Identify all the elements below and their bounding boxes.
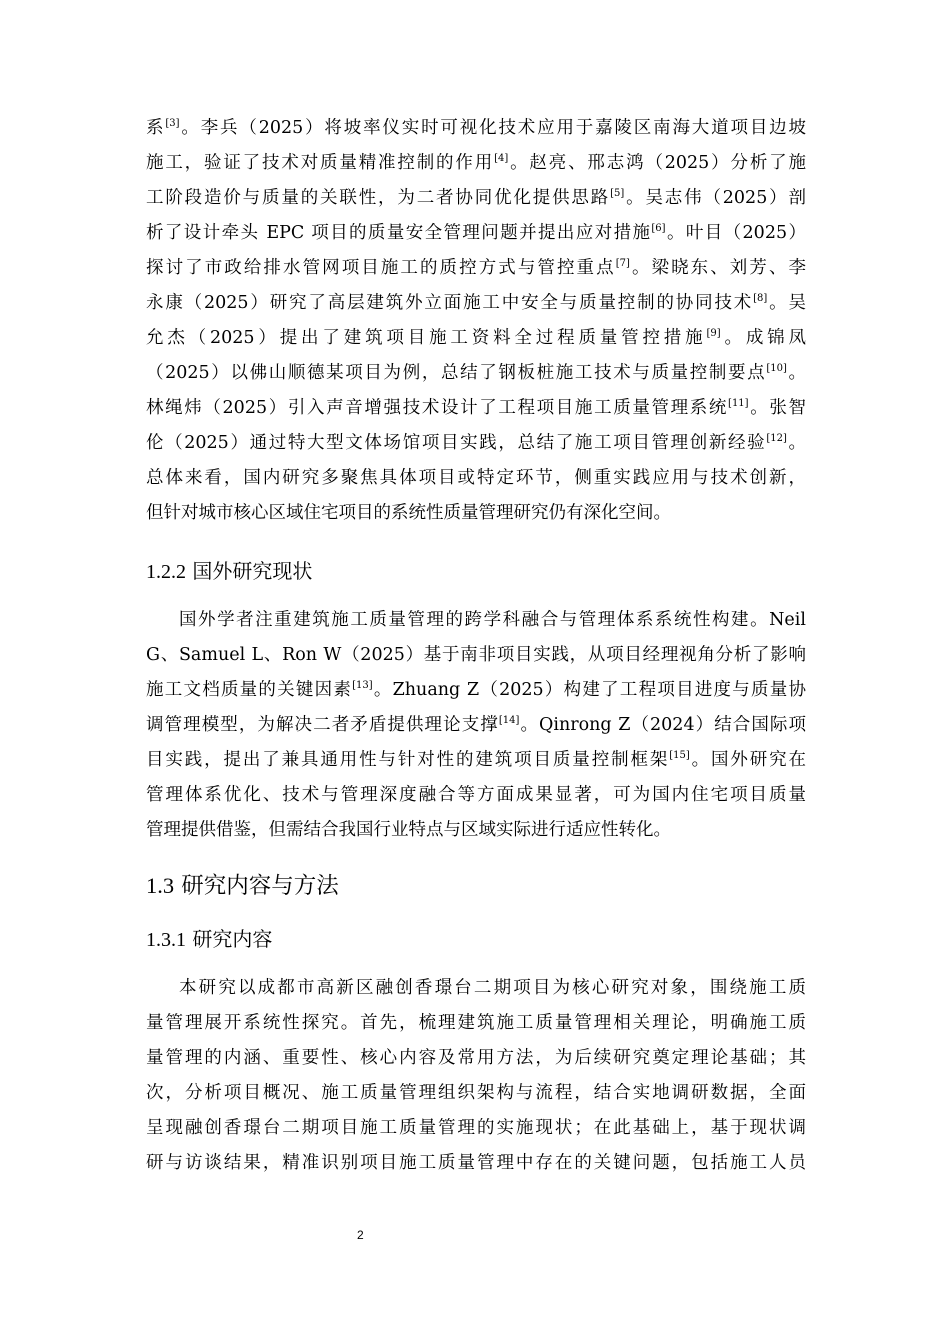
heading-number: 1.2.2 xyxy=(146,561,186,583)
text-line: 量管理的内涵、重要性、核心内容及常用方法，为后续研究奠定理论基础；其 xyxy=(146,1048,806,1068)
citation: [14] xyxy=(498,715,520,726)
text-line: 国外学者注重建筑施工质量管理的跨学科融合与管理体系系统性构建。Neil xyxy=(179,610,806,630)
citation: [12] xyxy=(766,433,787,444)
citation: [4] xyxy=(494,153,509,164)
text-line: 本研究以成都市高新区融创香璟台二期项目为核心研究对象，围绕施工质 xyxy=(179,978,806,998)
text-line: 目实践，提出了兼具通用性与针对性的建筑项目质量控制框架[15]。国外研究在 xyxy=(146,750,806,770)
section-heading-1-3-1 xyxy=(146,926,272,953)
text-line: 次，分析项目概况、施工质量管理组织架构与流程，结合实地调研数据，全面 xyxy=(146,1083,806,1103)
page-number: 2 xyxy=(357,1228,364,1242)
text-line: 系[3]。李兵（2025）将坡率仪实时可视化技术应用于嘉陵区南海大道项目边坡 xyxy=(146,118,806,138)
text-line: 施工，验证了技术对质量精准控制的作用[4]。赵亮、邢志鸿（2025）分析了施 xyxy=(146,153,806,173)
text-line: 管理提供借鉴，但需结合我国行业特点与区域实际进行适应性转化。 xyxy=(146,820,671,840)
citation: [3] xyxy=(165,118,180,129)
citation: [9] xyxy=(706,328,721,339)
citation: [8] xyxy=(753,293,768,304)
section-heading-1-2-2 xyxy=(146,558,312,585)
text-line: 林绳炜（2025）引入声音增强技术设计了工程项目施工质量管理系统[11]。张智 xyxy=(146,398,806,418)
citation: [7] xyxy=(615,258,630,269)
text-line: 量管理展开系统性探究。首先，梳理建筑施工质量管理相关理论，明确施工质 xyxy=(146,1013,806,1033)
text-line: （2025）以佛山顺德某项目为例，总结了钢板桩施工技术与质量控制要点[10]。 xyxy=(146,363,806,383)
text-line: 管理体系优化、技术与管理深度融合等方面成果显著，可为国内住宅项目质量 xyxy=(146,785,806,805)
citation: [6] xyxy=(651,223,666,234)
citation: [10] xyxy=(766,363,787,374)
text-line: 研与访谈结果，精准识别项目施工质量管理中存在的关键问题，包括施工人员 xyxy=(146,1153,806,1173)
text-line: G、Samuel L、Ron W（2025）基于南非项目实践，从项目经理视角分析了影响 xyxy=(146,645,806,665)
citation: [15] xyxy=(669,750,690,761)
citation: [13] xyxy=(352,680,373,691)
text-line: 允杰（2025）提出了建筑项目施工资料全过程质量管控措施[9]。成锦凤 xyxy=(146,328,806,348)
text-line: 呈现融创香璟台二期项目施工质量管理的实施现状；在此基础上，基于现状调 xyxy=(146,1118,806,1138)
heading-title: 研究内容与方法 xyxy=(181,873,339,899)
text-line: 永康（2025）研究了高层建筑外立面施工中安全与质量控制的协同技术[8]。吴 xyxy=(146,293,806,313)
heading-title: 研究内容 xyxy=(192,927,273,951)
text-line: 调管理模型，为解决二者矛盾提供理论支撑[14]。Qinrong Z（2024）结合国际项 xyxy=(146,715,806,735)
citation: [11] xyxy=(728,398,749,409)
text-line: 伦（2025）通过特大型文体场馆项目实践，总结了施工项目管理创新经验[12]。 xyxy=(146,433,806,453)
text-line: 但针对城市核心区域住宅项目的系统性质量管理研究仍有深化空间。 xyxy=(146,503,671,523)
section-heading-1-3 xyxy=(146,871,339,901)
citation: [5] xyxy=(610,188,625,199)
text-line: 析了设计牵头 EPC 项目的质量安全管理问题并提出应对措施[6]。叶目（2025） xyxy=(146,223,806,243)
text-line: 探讨了市政给排水管网项目施工的质控方式与管控重点[7]。梁晓东、刘芳、李 xyxy=(146,258,806,278)
heading-title: 国外研究现状 xyxy=(192,559,313,583)
text-line: 工阶段造价与质量的关联性，为二者协同优化提供思路[5]。吴志伟（2025）剖 xyxy=(146,188,806,208)
text-line: 施工文档质量的关键因素[13]。Zhuang Z（2025）构建了工程项目进度与质量协 xyxy=(146,680,806,700)
text-line: 总体来看，国内研究多聚焦具体项目或特定环节，侧重实践应用与技术创新， xyxy=(146,468,806,488)
heading-number: 1.3 xyxy=(146,873,175,898)
heading-number: 1.3.1 xyxy=(146,929,186,951)
